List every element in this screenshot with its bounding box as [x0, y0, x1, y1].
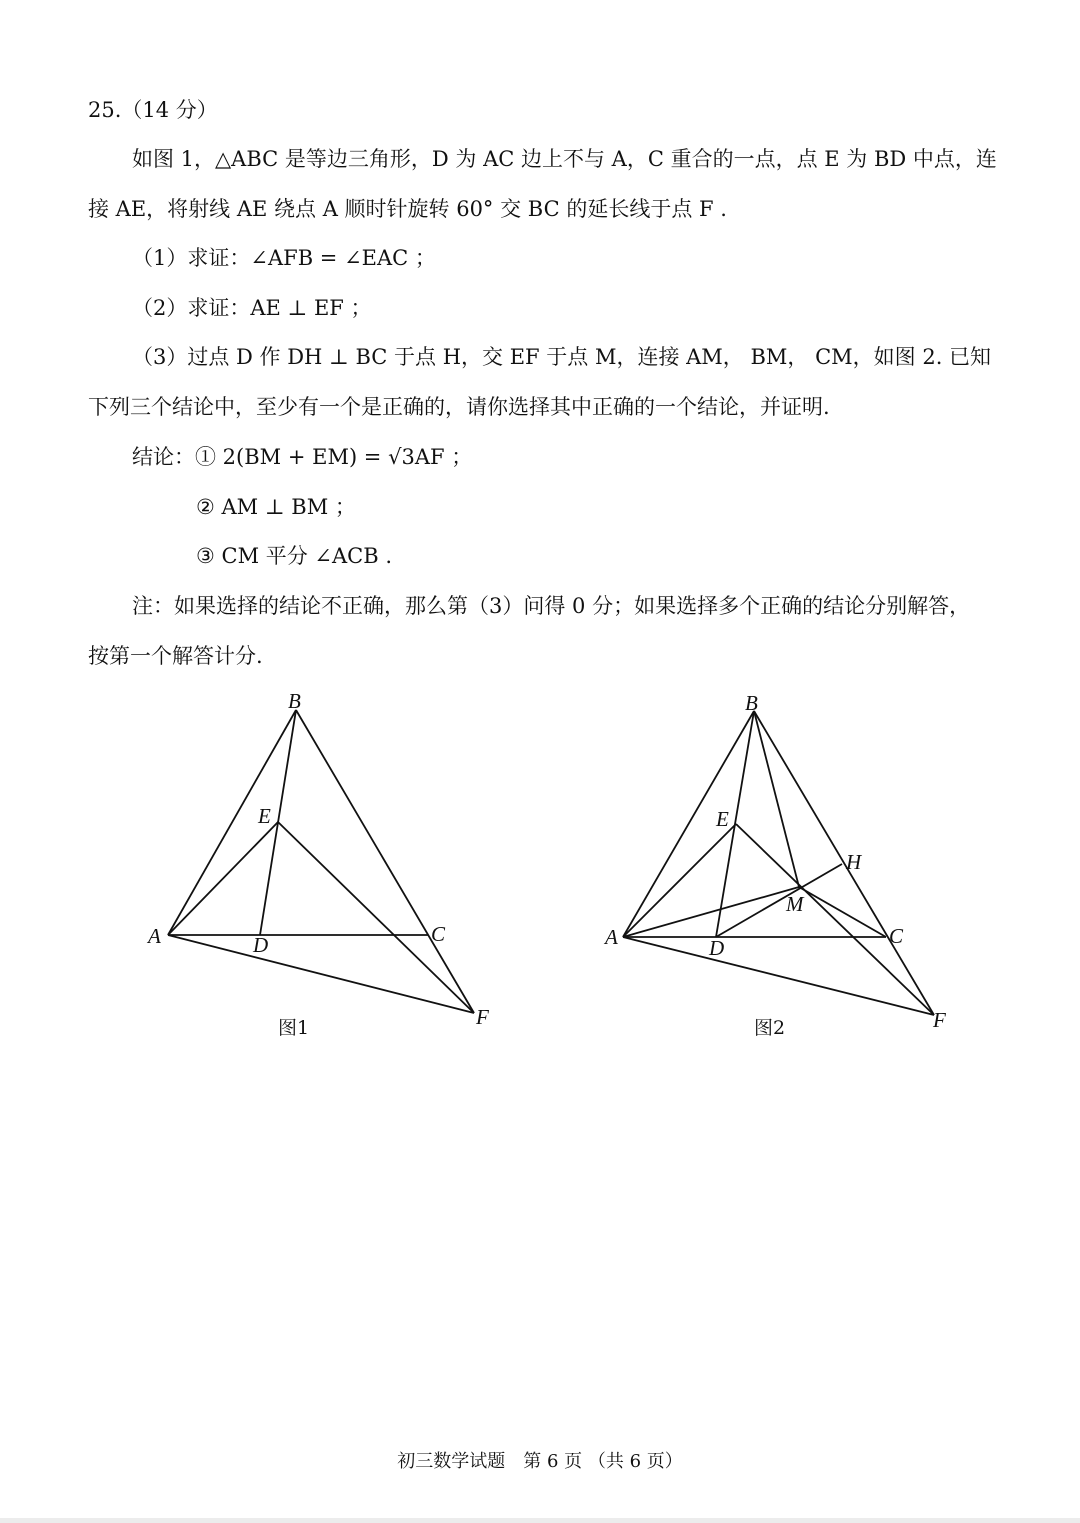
- fig2-label-C: C: [889, 924, 904, 948]
- intro-line-2: 接 AE，将射线 AE 绕点 A 顺时针旋转 60° 交 BC 的延长线于点 F .: [88, 197, 727, 221]
- fig1-label-E: E: [258, 804, 271, 828]
- figure-1-diagram: [168, 710, 474, 1013]
- part-3-line-2: 下列三个结论中，至少有一个是正确的，请你选择其中正确的一个结论，并证明.: [88, 395, 830, 419]
- segment-AF: [623, 937, 934, 1015]
- segment-BF: [296, 710, 474, 1013]
- segment-BF: [754, 711, 934, 1015]
- conclusion-1: ① 2(BM + EM) = √3AF ；: [195, 445, 473, 469]
- fig2-label-M: M: [786, 892, 804, 916]
- fig1-label-F: F: [476, 1005, 489, 1029]
- part-2: （2）求证：AE ⊥ EF ；: [132, 296, 372, 320]
- fig1-label-A: A: [148, 924, 161, 948]
- part-3-line-1: （3）过点 D 作 DH ⊥ BC 于点 H，交 EF 于点 M，连接 AM， BM， CM，如图 2. 已知: [132, 345, 992, 369]
- page-footer: 初三数学试题 第 6 页 （共 6 页）: [397, 1451, 683, 1472]
- conclusion-3: ③ CM 平分 ∠ACB .: [196, 544, 393, 568]
- conclusion-label: 结论：: [132, 445, 195, 469]
- part-1: （1）求证：∠AFB = ∠EAC ；: [132, 246, 436, 270]
- fig2-label-E: E: [716, 807, 729, 831]
- note-line-1: 注：如果选择的结论不正确，那么第（3）问得 0 分；如果选择多个正确的结论分别解答，: [132, 594, 971, 618]
- fig2-label-H: H: [846, 850, 862, 874]
- fig2-label-F: F: [933, 1008, 946, 1032]
- fig1-label-D: D: [253, 933, 269, 957]
- figure-1-labels: [146, 689, 489, 1039]
- problem-number: 25.: [88, 98, 122, 122]
- bottom-edge-strip: [0, 1518, 1080, 1523]
- fig2-label-A: A: [605, 925, 618, 949]
- segment-AM: [623, 887, 799, 937]
- fig2-label-D: D: [709, 936, 725, 960]
- fig2-label-B: B: [745, 691, 758, 715]
- figure-2-caption: 图2: [754, 1017, 786, 1039]
- figure-1-caption: 图1: [278, 1017, 310, 1039]
- segment-BM: [754, 711, 799, 887]
- note-line-2: 按第一个解答计分.: [88, 644, 263, 668]
- conclusion-2: ② AM ⊥ BM ；: [196, 495, 356, 519]
- segment-EF: [278, 822, 474, 1013]
- fig1-label-C: C: [431, 922, 446, 946]
- segment-EF: [736, 824, 934, 1015]
- fig1-label-B: B: [288, 689, 301, 713]
- figure-2-labels: [603, 691, 946, 1039]
- problem-points: （14 分）: [121, 98, 218, 122]
- segment-AF: [168, 935, 474, 1013]
- intro-line-1: 如图 1，△ABC 是等边三角形，D 为 AC 边上不与 A，C 重合的一点，点 E 为 BD 中点，连: [132, 147, 997, 171]
- figure-2-diagram: [623, 711, 934, 1015]
